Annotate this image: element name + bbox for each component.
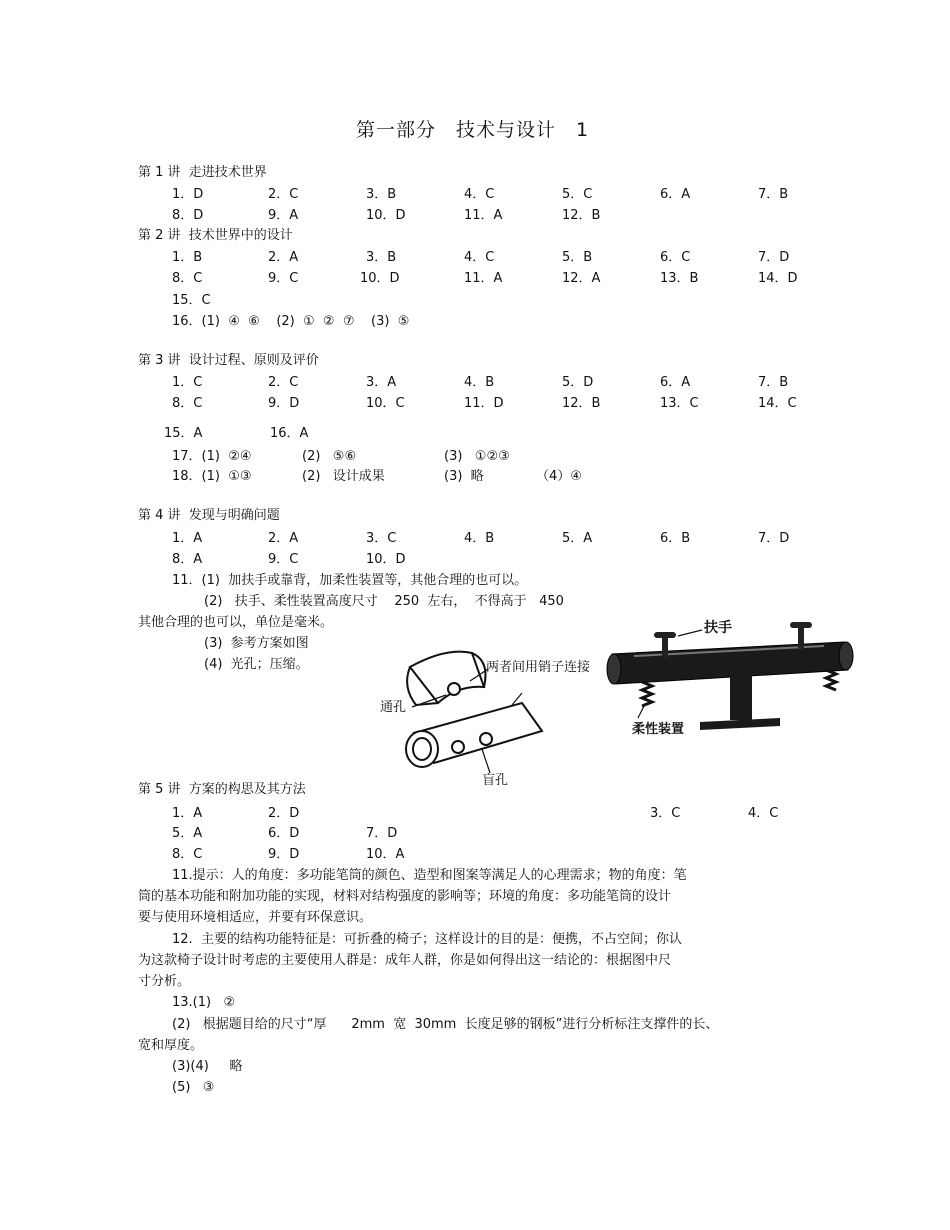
answer: 4．B [464, 531, 495, 546]
answer: 7．D [758, 250, 790, 265]
answer: 4．C [464, 250, 495, 265]
answer-11-line1: 11.提示：人的角度：多功能笔筒的颜色、造型和图案等满足人的心理需求；物的角度：笔 [172, 868, 687, 883]
answer: 4．B [464, 375, 495, 390]
answer: 11．A [464, 208, 503, 223]
answer: 6．B [660, 531, 691, 546]
answer: 4．C [464, 187, 495, 202]
answer: 7．B [758, 375, 789, 390]
answer-13-2: (2) 根据题目给的尺寸“厚 2mm 宽 30mm 长度足够的钢板”进行分析标注支撑件的长、 [172, 1017, 719, 1032]
answer: 8．C [172, 396, 203, 411]
lecture-1-heading: 第 1 讲 走进技术世界 [138, 165, 267, 180]
answer: 8．C [172, 847, 203, 862]
page-title: 第一部分 技术与设计 1 [356, 119, 590, 141]
answer-18-part1: 18．(1) ①③ [172, 469, 252, 484]
answer-13-34: (3)(4) 略 [172, 1059, 243, 1074]
answer: 10．C [366, 396, 405, 411]
answer: 11．A [464, 271, 503, 286]
answer: 1．A [172, 806, 203, 821]
answer: 10．D [360, 271, 400, 286]
answer: 9．C [268, 552, 299, 567]
answer: 2．A [268, 531, 299, 546]
answer-18-part4: （4）④ [536, 469, 582, 484]
answer-18-part3: (3) 略 [444, 469, 484, 484]
answer-17-part1: 17．(1) ②④ [172, 449, 252, 464]
answer: 8．D [172, 208, 204, 223]
blind-hole-label: 盲孔 [482, 773, 509, 788]
answer: 14．C [758, 396, 797, 411]
answer: 11．D [464, 396, 504, 411]
answer: 1．C [172, 375, 203, 390]
flexible-device-label: 柔性装置 [632, 722, 685, 737]
answer-11-4: (4) 光孔；压缩。 [204, 657, 309, 672]
answer: 2．A [268, 250, 299, 265]
answer: 3．B [366, 250, 397, 265]
answer: 9．A [268, 208, 299, 223]
answer-11-1: 11．(1) 加扶手或靠背，加柔性装置等，其他合理的也可以。 [172, 573, 528, 588]
answer: 3．A [366, 375, 397, 390]
answer-13-1: 13.(1) ② [172, 995, 236, 1010]
lecture-3-heading: 第 3 讲 设计过程、原则及评价 [138, 353, 319, 368]
answer: 6．A [660, 187, 691, 202]
answer-12-line1: 12. 主要的结构功能特征是：可折叠的椅子；这样设计的目的是：便携，不占空间；你认 [172, 932, 682, 947]
answer: 7．B [758, 187, 789, 202]
lecture-2-heading: 第 2 讲 技术世界中的设计 [138, 228, 293, 243]
answer: 2．D [268, 806, 300, 821]
answer: 1．A [172, 531, 203, 546]
answer: 3．B [366, 187, 397, 202]
answer: 3．C [366, 531, 397, 546]
answer-11-2-cont: 其他合理的也可以，单位是毫米。 [138, 615, 334, 630]
answer-11-2: (2) 扶手、柔性装置高度尺寸 250 左右， 不得高于 450 [204, 594, 564, 609]
answer-11-line2: 筒的基本功能和附加功能的实现，材料对结构强度的影响等；环境的角度：多功能笔筒的设计 [138, 889, 672, 904]
answer: 6．A [660, 375, 691, 390]
answer: 8．A [172, 552, 203, 567]
answer: 7．D [366, 826, 398, 841]
answer: 5．D [562, 375, 594, 390]
answer-16: 16．(1) ④ ⑥ (2) ① ② ⑦ (3) ⑤ [172, 314, 410, 329]
answer: 3．C [650, 806, 681, 821]
answer: 16．A [270, 426, 309, 441]
handle-label: 扶手 [704, 620, 732, 636]
answer: 12．B [562, 208, 601, 223]
answer: 1．D [172, 187, 204, 202]
answer: 13．C [660, 396, 699, 411]
answer-12-line2: 为这款椅子设计时考虑的主要使用人群是：成年人群，你是如何得出这一结论的：根据图中尺 [138, 953, 672, 968]
answer: 15．A [164, 426, 203, 441]
answer: 9．D [268, 847, 300, 862]
answer-17-part3: (3) ①②③ [444, 449, 510, 464]
answer: 2．C [268, 187, 299, 202]
answer: 15．C [172, 293, 211, 308]
answer: 6．C [660, 250, 691, 265]
answer: 6．D [268, 826, 300, 841]
answer-11-3: (3) 参考方案如图 [204, 636, 309, 651]
answer-18-part2: (2) 设计成果 [302, 469, 385, 484]
answer: 5．A [562, 531, 593, 546]
answer-17-part2: (2) ⑤⑥ [302, 449, 357, 464]
answer: 10．A [366, 847, 405, 862]
answer: 12．B [562, 396, 601, 411]
answer: 13．B [660, 271, 699, 286]
answer: 10．D [366, 552, 406, 567]
answer-12-line3: 寸分析。 [138, 974, 191, 989]
answer-11-line3: 要与使用环境相适应，并要有环保意识。 [138, 910, 373, 925]
answer: 9．D [268, 396, 300, 411]
answer-13-2-cont: 宽和厚度。 [138, 1038, 204, 1053]
answer: 5．C [562, 187, 593, 202]
pin-label: 两者间用销子连接 [486, 660, 591, 675]
answer: 1．B [172, 250, 203, 265]
answer: 10．D [366, 208, 406, 223]
answer: 8．C [172, 271, 203, 286]
answer-13-5: (5) ③ [172, 1080, 215, 1095]
answer: 14．D [758, 271, 798, 286]
answer: 4．C [748, 806, 779, 821]
lecture-4-heading: 第 4 讲 发现与明确问题 [138, 508, 280, 523]
answer: 5．B [562, 250, 593, 265]
through-hole-label: 通孔 [380, 700, 407, 715]
answer: 2．C [268, 375, 299, 390]
answer: 7．D [758, 531, 790, 546]
answer: 5．A [172, 826, 203, 841]
lecture-5-heading: 第 5 讲 方案的构思及其方法 [138, 782, 306, 797]
answer: 9．C [268, 271, 299, 286]
answer: 12．A [562, 271, 601, 286]
